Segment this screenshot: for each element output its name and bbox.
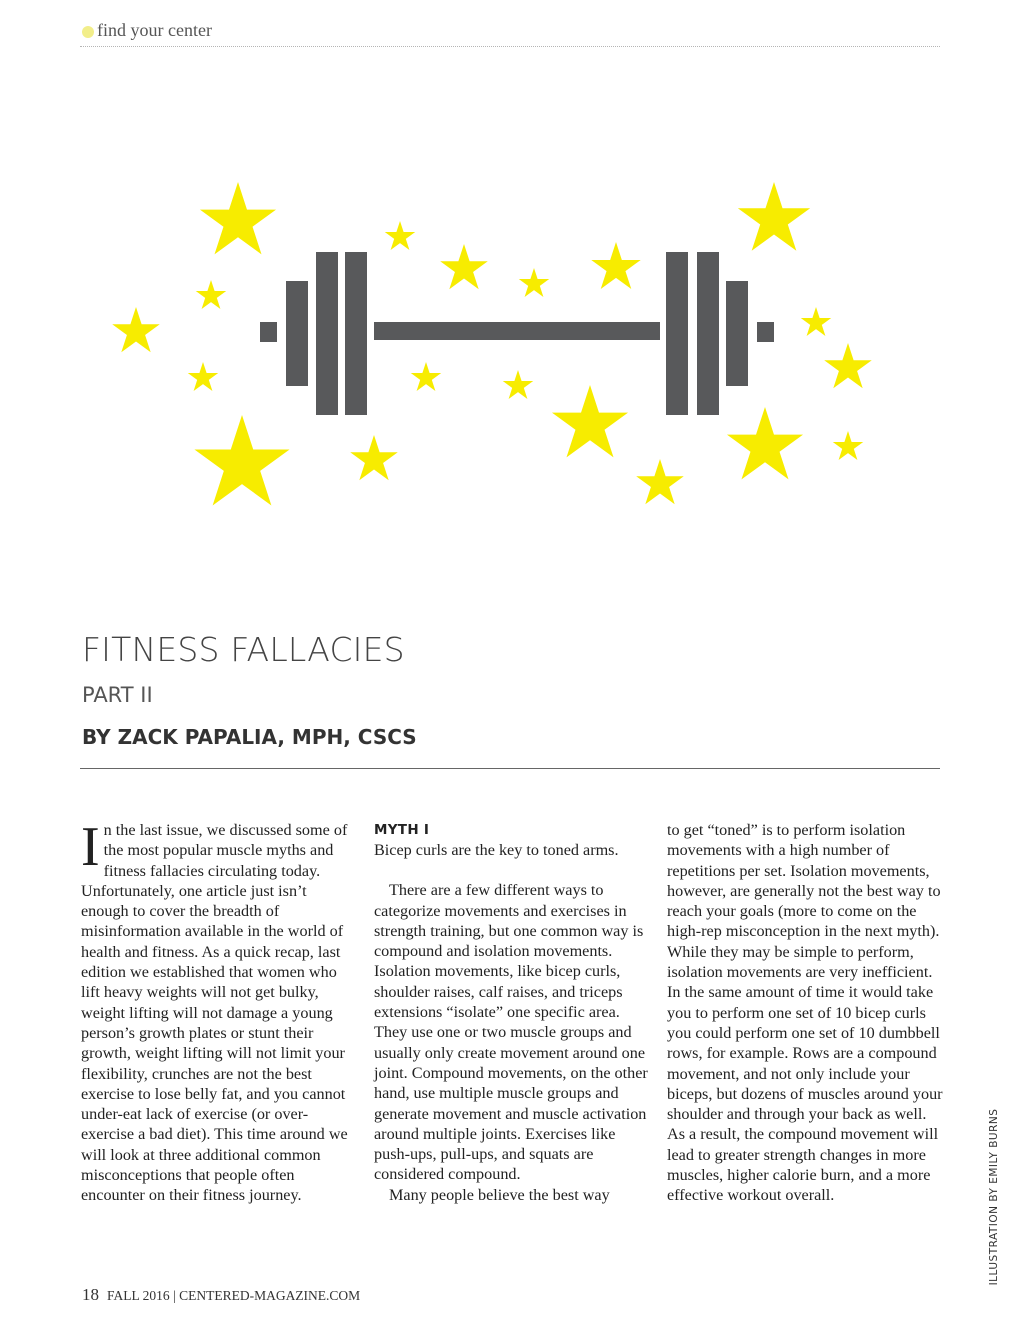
star-icon <box>727 407 803 479</box>
title-divider <box>80 768 940 769</box>
star-icon <box>188 362 218 391</box>
star-icon <box>194 415 289 505</box>
star-icon <box>738 182 810 251</box>
issue-info: FALL 2016 | CENTERED-MAGAZINE.COM <box>107 1288 361 1303</box>
section-dot-icon <box>82 26 94 38</box>
continued-text: to get “toned” is to perform isolation movements with a high number of repetitions per set. Isolation movements, however, are generally not the best way to reach your goals (more to come on the high-rep misconception in the next myth). While they may be simple to perform, isolation movements are very inefficient. In the same amount of time it would take you to perform one set of 10 bicep curls you could perform one set of 10 dumbbell rows, for example. Rows are a compound movement, and not only include your biceps, but dozens of muscles around your shoulder and through your back as well. As a result, the compound movement will lead to greater strength changes in more muscles, higher calorie burn, and a more effective workout overall. <box>667 821 943 1205</box>
star-icon <box>440 244 488 289</box>
star-icon <box>552 385 628 457</box>
star-icon <box>385 221 415 250</box>
myth-statement: Bicep curls are the key to toned arms. <box>374 841 619 859</box>
article-subtitle: PART II <box>82 683 153 707</box>
illustration-credit <box>984 1108 1004 1286</box>
section-label: find your center <box>97 20 212 40</box>
star-icon <box>636 459 684 504</box>
myth-paragraph: There are a few different ways to categorize movements and exercises in strength training, but one common way is compound and isolation movements. Isolation movements, like bicep curls, shoulder raises, calf raises, and triceps extensions “isolate” one specific area. They use one or two muscle groups and usually only create movement around one joint. Compound movements, on the other hand, use multiple muscle groups and generate movement and muscle activation around multiple joints. Exercises like push-ups, pull-ups, and squats are considered compound. <box>374 881 648 1184</box>
star-icon <box>411 362 441 391</box>
intro-text: n the last issue, we discussed some of the most popular muscle myths and fitness fallacies circulating today. Unfortunately, one article just isn’t enough to cover the breadth of misinformation available in the world of health and fitness. As a quick recap, last edition we established that women who lift heavy weights will not get bulky, weight lifting will not damage a young person’s growth plates or stunt their growth, weight lifting will not limit your flexibility, crunches are not the best exercise to lose belly fat, and you cannot under-eat lack of exercise (or over-exercise a bad diet). This time around we will look at three additional common misconceptions that people often encounter on their fitness journey. <box>81 821 348 1205</box>
drop-cap: I <box>81 816 100 878</box>
star-icon <box>833 431 863 460</box>
barbell-illustration <box>100 160 900 530</box>
myth-heading: MYTH I <box>374 822 430 838</box>
article-title: FITNESS FALLACIES <box>82 630 405 669</box>
star-icon <box>519 268 549 297</box>
stars-group <box>112 182 872 505</box>
myth-paragraph-continued: Many people believe the best way <box>389 1185 610 1204</box>
body-column-2 <box>374 820 654 1205</box>
star-icon <box>801 307 831 336</box>
article-byline: BY ZACK PAPALIA, MPH, CSCS <box>82 725 417 749</box>
section-header <box>80 18 940 47</box>
star-icon <box>350 435 398 480</box>
body-column-1 <box>81 816 357 1206</box>
credit-text: ILLUSTRATION BY EMILY BURNS <box>988 1108 1000 1286</box>
star-icon <box>112 307 160 352</box>
body-column-3 <box>667 820 947 1206</box>
star-icon <box>200 182 276 254</box>
paragraph-gap <box>374 860 654 880</box>
page-footer <box>82 1285 360 1305</box>
star-icon <box>196 280 226 309</box>
star-icon <box>503 370 533 399</box>
star-icon <box>591 242 640 289</box>
page-number: 18 <box>82 1285 99 1304</box>
star-icon <box>824 343 872 388</box>
